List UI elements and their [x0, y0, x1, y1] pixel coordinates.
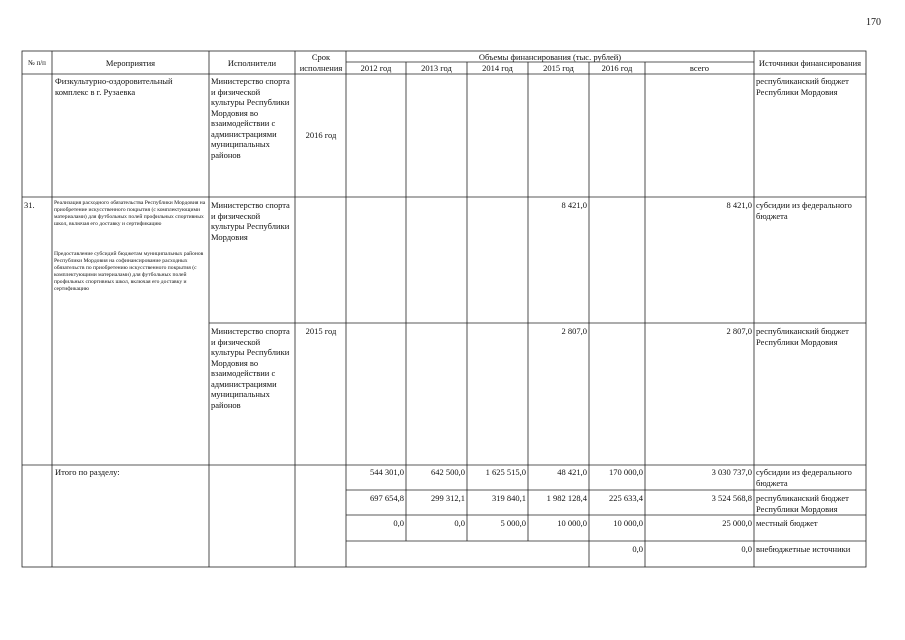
totals-cell: 170 000,0: [609, 467, 643, 477]
totals-cell: 642 500,0: [431, 467, 465, 477]
totals-cell: 10 000,0: [613, 518, 643, 528]
totals-cell: 1 982 128,4: [546, 493, 587, 503]
block1-executor: Министерство спорта и физической культуры Республики Мордовия во взаимодействии с администрациями муниципальных районов: [211, 76, 290, 160]
block2-measure-a: Реализация расходного обязательства Республики Мордовия на приобретение искусственного покрытия (с комплектующими материалами) для футбольных полей профильных спортивных школ, включая его доставку и сертификацию: [54, 200, 206, 228]
block2-row-a-source: субсидии из федерального бюджета: [756, 200, 852, 221]
totals-cell: 48 421,0: [557, 467, 587, 477]
header-year-2015: 2015 год: [543, 63, 574, 73]
totals-source: субсидии из федерального бюджета: [756, 467, 852, 488]
totals-source: местный бюджет: [756, 518, 818, 528]
header-sources: Источники финансирования: [758, 58, 862, 68]
totals-label: Итого по разделу:: [55, 467, 120, 477]
header-executors: Исполнители: [227, 58, 277, 68]
totals-cell: 3 524 568,8: [711, 493, 752, 503]
block2-row-a-2015: 8 421,0: [561, 200, 587, 210]
totals-cell: 10 000,0: [557, 518, 587, 528]
totals-cell: 225 633,4: [609, 493, 643, 503]
block2-row-b-2015: 2 807,0: [561, 326, 587, 336]
block1-term: 2016 год: [305, 130, 337, 140]
block1-measure: Физкультурно-оздоровительный комплекс в г. Рузаевка: [55, 76, 173, 97]
totals-cell: 25 000,0: [722, 518, 752, 528]
totals-cell: 697 654,8: [370, 493, 404, 503]
block2-measure-b: Предоставление субсидий бюджетам муниципальных районов Республики Мордовия на софинансирование расходных обязательств по приобретению искусственного покрытия (с комплектующими материалами) для футбольных полей профильных спортивных школ, включая его доставку и сертификацию: [54, 251, 204, 293]
totals-cell: 0,0: [632, 544, 643, 554]
block2-executor-a: Министерство спорта и физической культуры Республики Мордовия: [211, 200, 290, 242]
header-num: № п/п: [28, 59, 46, 67]
header-term: Срок исполнения: [299, 52, 343, 73]
header-year-2012: 2012 год: [360, 63, 392, 73]
header-measures: Мероприятия: [105, 58, 156, 68]
header-year-2016: 2016 год: [601, 63, 633, 73]
header-year-2014: 2014 год: [482, 63, 513, 73]
totals-cell: 0,0: [454, 518, 465, 528]
block2-term-b: 2015 год: [305, 326, 337, 336]
header-financing: Объемы финансирования (тыс. рублей): [478, 52, 622, 62]
block1-source: республиканский бюджет Республики Мордовия: [756, 76, 849, 97]
totals-source: внебюджетные источники: [756, 544, 851, 554]
totals-cell: 1 625 515,0: [485, 467, 526, 477]
page-number: 170: [866, 17, 881, 28]
block2-row-b-total: 2 807,0: [726, 326, 752, 336]
totals-cell: 319 840,1: [492, 493, 526, 503]
totals-cell: 0,0: [741, 544, 752, 554]
header-total: всего: [689, 63, 710, 73]
block2-row-b-source: республиканский бюджет Республики Мордовия: [756, 326, 849, 347]
totals-cell: 0,0: [393, 518, 404, 528]
block2-row-a-total: 8 421,0: [726, 200, 752, 210]
block2-executor-b: Министерство спорта и физической культуры Республики Мордовия во взаимодействии с администрациями муниципальных районов: [211, 326, 290, 410]
totals-cell: 299 312,1: [431, 493, 465, 503]
totals-source: республиканский бюджет Республики Мордовия: [756, 493, 849, 514]
totals-cell: 3 030 737,0: [711, 467, 752, 477]
totals-cell: 544 301,0: [370, 467, 404, 477]
totals-cell: 5 000,0: [500, 518, 526, 528]
block2-num: 31.: [24, 200, 35, 210]
header-year-2013: 2013 год: [421, 63, 452, 73]
